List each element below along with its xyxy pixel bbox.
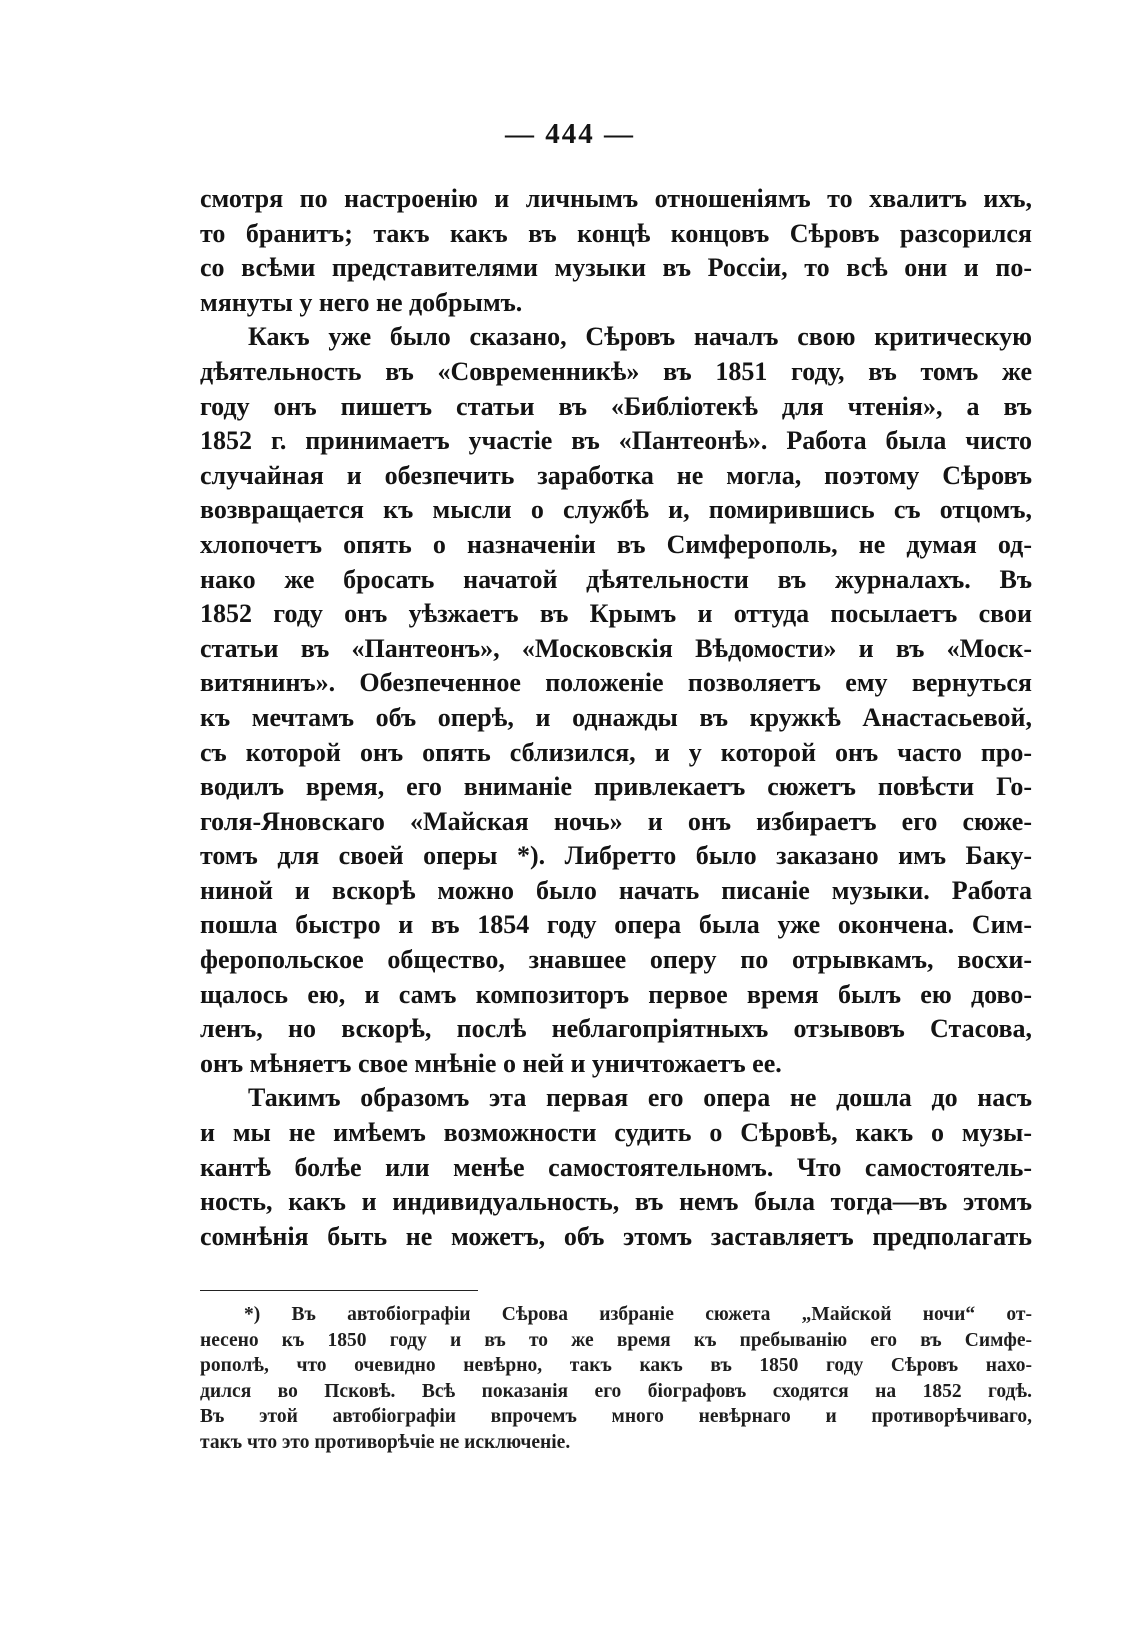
footnote-line: такъ что это противорѣчіе не исключеніе. <box>200 1431 571 1453</box>
text-line: 1852 году онъ уѣзжаетъ въ Крымъ и оттуда посылаетъ свои <box>200 599 1032 629</box>
footnote-line: *) Въ автобіографіи Сѣрова избраніе сюжета „Майской ночи“ от- <box>244 1304 1032 1325</box>
footnote-line: Въ этой автобіографіи впрочемъ много невѣрнаго и противорѣчиваго, <box>200 1406 1032 1427</box>
footnote-line: рополѣ, что очевидно невѣрно, такъ какъ въ 1850 году Сѣровъ нахо- <box>200 1355 1032 1376</box>
text-line: со всѣми представителями музыки въ Россіи, то всѣ они и по- <box>200 253 1032 283</box>
main-text <box>200 182 1032 1254</box>
footnote-divider <box>200 1290 478 1291</box>
text-line: возвращается къ мысли о службѣ и, помирившись съ отцомъ, <box>200 495 1032 525</box>
text-line: году онъ пишетъ статьи въ «Библіотекѣ для чтенія», а въ <box>200 391 1032 421</box>
text-line: къ мечтамъ объ оперѣ, и однажды въ кружкѣ Анастасьевой, <box>200 702 1032 732</box>
text-line: статьи въ «Пантеонъ», «Московскія Вѣдомости» и въ «Моск- <box>200 633 1032 663</box>
text-line: феропольское общество, знавшее оперу по отрывкамъ, восхи- <box>200 945 1032 975</box>
text-line: случайная и обезпечить заработка не могла, поэтому Сѣровъ <box>200 460 1032 490</box>
text-line: сомнѣнія быть не можетъ, объ этомъ заставляетъ предполагать <box>200 1221 1032 1251</box>
text-line: и мы не имѣемъ возможности судить о Сѣровѣ, какъ о музы- <box>200 1118 1032 1148</box>
footnote <box>200 1302 1032 1455</box>
text-line: Какъ уже было сказано, Сѣровъ началъ свою критическую <box>248 322 1032 352</box>
footnote-line: несено къ 1850 году и въ то же время къ пребыванію его въ Симфе- <box>200 1329 1032 1351</box>
footnote-line: дился во Псковѣ. Всѣ показанія его біографовъ сходятся на 1852 годѣ. <box>200 1380 1032 1402</box>
text-line: съ которой онъ опять сблизился, и у которой онъ часто про- <box>200 737 1032 767</box>
text-line: смотря по настроенію и личнымъ отношеніямъ то хвалитъ ихъ, <box>200 184 1032 213</box>
text-line: кантѣ болѣе или менѣе самостоятельномъ. Что самостоятель- <box>200 1152 1032 1182</box>
text-line: хлопочетъ опять о назначеніи въ Симферополь, не думая од- <box>200 529 1032 559</box>
text-line: пошла быстро и въ 1854 году опера была уже окончена. Сим- <box>200 910 1032 940</box>
text-line: витянинъ». Обезпеченное положеніе позволяетъ ему вернуться <box>200 668 1032 698</box>
text-line: онъ мѣняетъ свое мнѣніе о ней и уничтожаетъ ее. <box>200 1048 782 1078</box>
text-line: ность, какъ и индивидуальность, въ немъ была тогда—въ этомъ <box>200 1187 1032 1217</box>
text-line: голя-Яновскаго «Майская ночь» и онъ избираетъ его сюже- <box>200 806 1032 836</box>
text-line: нако же бросать начатой дѣятельности въ журналахъ. Въ <box>200 564 1032 594</box>
text-line: ниной и вскорѣ можно было начать писаніе музыки. Работа <box>200 875 1032 905</box>
text-line: 1852 г. принимаетъ участіе въ «Пантеонѣ». Работа была чисто <box>200 426 1032 456</box>
text-line: Такимъ образомъ эта первая его опера не дошла до насъ <box>248 1083 1032 1113</box>
text-line: щалось ею, и самъ композиторъ первое время былъ ею дово- <box>200 979 1032 1009</box>
text-line: мянуты у него не добрымъ. <box>200 287 523 317</box>
text-line: водилъ время, его вниманіе привлекаетъ сюжетъ повѣсти Го- <box>200 772 1032 802</box>
text-line: дѣятельность въ «Современникѣ» въ 1851 году, въ томъ же <box>200 356 1032 386</box>
page-number: — 444 — <box>505 118 635 150</box>
text-line: то бранитъ; такъ какъ въ концѣ концовъ Сѣровъ разсорился <box>200 218 1032 248</box>
text-line: томъ для своей оперы *). Либретто было заказано имъ Баку- <box>200 841 1032 871</box>
text-line: ленъ, но вскорѣ, послѣ неблагопріятныхъ отзывовъ Стасова, <box>200 1014 1032 1044</box>
